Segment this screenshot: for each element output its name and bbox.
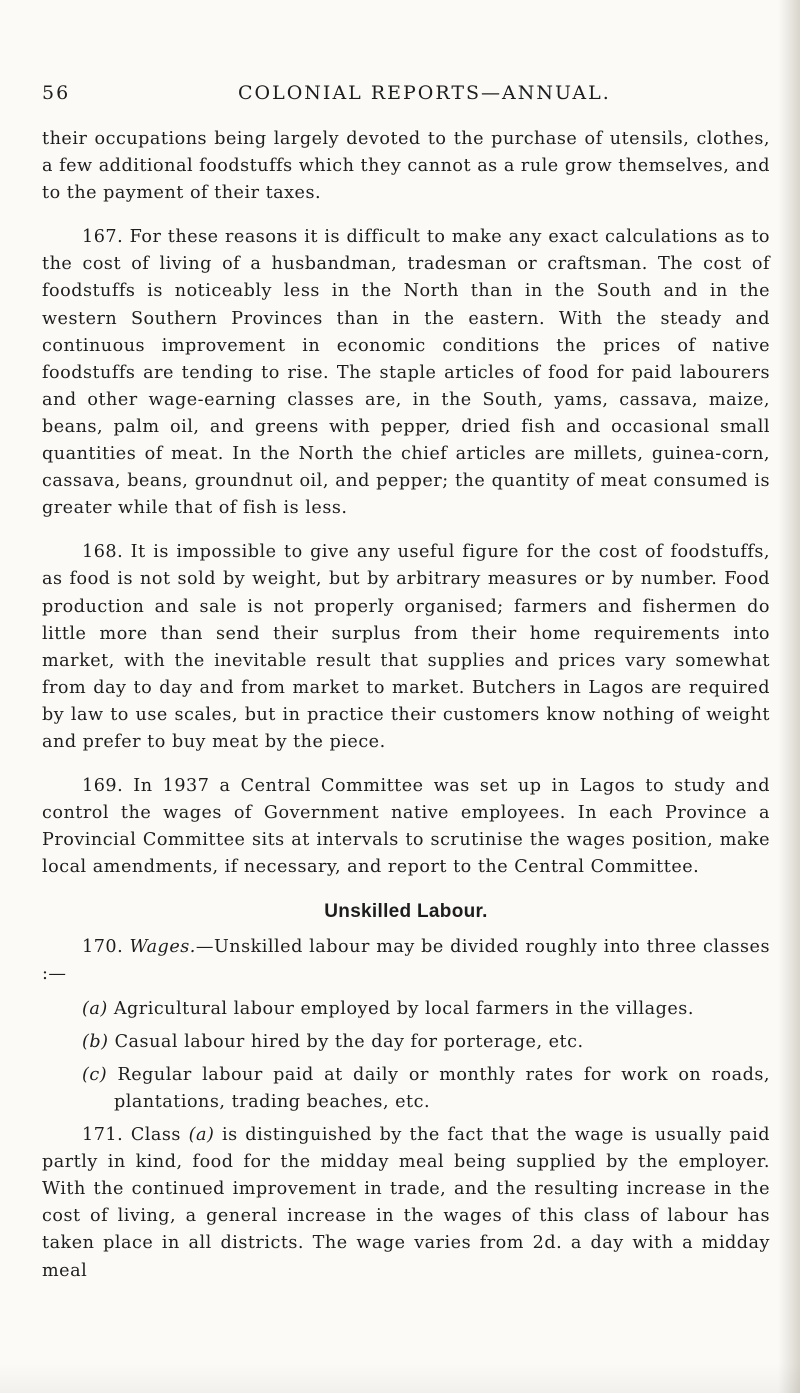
list-item (42, 1062, 770, 1116)
paragraph-170-number: 170. (82, 936, 124, 957)
section-heading: Unskilled Labour. (324, 901, 488, 923)
running-title: COLONIAL REPORTS—ANNUAL. (238, 82, 611, 104)
paragraph-171-class-ref: (a) (188, 1125, 215, 1146)
paragraph-170 (42, 934, 770, 988)
list-item-text: Regular labour paid at daily or monthly rates for work on roads, plantations, trading beaches, etc. (114, 1064, 770, 1112)
page-number: 56 (42, 82, 71, 104)
paragraph-167: 167. For these reasons it is difficult to make any exact calculations as to the cost of living of a husbandman, tradesman or craftsman. The cost of foodstuffs is noticeably less in the North than in the South and in the western Southern Provinces than in the eastern. With the steady and continuous improvement in economic conditions the prices of native foodstuffs are tending to rise. The staple articles of food for paid labourers and other wage-earning classes are, in the South, yams, cassava, maize, beans, palm oil, and greens with pepper, dried fish and occasional small quantities of meat. In the North the chief articles are millets, guinea-corn, cassava, beans, groundnut oil, and pepper; the quantity of meat consumed is greater while that of fish is less. (42, 227, 770, 519)
paragraph-169: 169. In 1937 a Central Committee was set up in Lagos to study and control the wages of Government native employees. In each Province a Provincial Committee sits at intervals to scrutinise the wages position, make local amendments, if necessary, and report to the Central Committee. (42, 776, 770, 878)
list-item (42, 996, 770, 1023)
paragraph-171-text: is distinguished by the fact that the wage is usually paid partly in kind, food for the midday meal being supplied by the employer. With the continued improvement in trade, and the resulting increase in the cost of living, a general increase in the wages of this class of labour has taken place in all districts. The wage varies from 2d. a day with a midday meal (42, 1125, 770, 1281)
paragraph-168: 168. It is impossible to give any useful figure for the cost of foodstuffs, as food is not sold by weight, but by arbitrary measures or by number. Food production and sale is not properly organised; farmers and fishermen do little more than send their surplus from their home requirements into market, with the inevitable result that supplies and prices vary somewhat from day to day and from market to market. Butchers in Lagos are required by law to use scales, but in practice their customers know nothing of weight and prefer to buy meat by the piece. (42, 542, 770, 752)
paragraph-170-text: —Unskilled labour may be divided roughly into three classes :— (42, 936, 770, 984)
page-bottom-shadow (0, 1363, 800, 1393)
paragraph-171-lead: 171. Class (82, 1125, 189, 1146)
list-item-mark: (a) (82, 998, 108, 1019)
paragraph-171 (42, 1122, 770, 1285)
list-item (42, 1029, 770, 1056)
list-item-mark: (b) (82, 1031, 109, 1052)
paragraph-170-label: Wages. (129, 936, 196, 957)
page-edge-shadow (778, 0, 800, 1393)
list-item-mark: (c) (82, 1064, 108, 1085)
page-body (42, 126, 770, 1302)
list-item-text: Casual labour hired by the day for porterage, etc. (114, 1031, 584, 1052)
classes-list (42, 996, 770, 1116)
paragraph-continued: their occupations being largely devoted to the purchase of utensils, clothes, a few additional foodstuffs which they cannot as a rule grow themselves, and to the payment of their taxes. (42, 129, 770, 204)
list-item-text: Agricultural labour employed by local farmers in the villages. (113, 998, 694, 1019)
